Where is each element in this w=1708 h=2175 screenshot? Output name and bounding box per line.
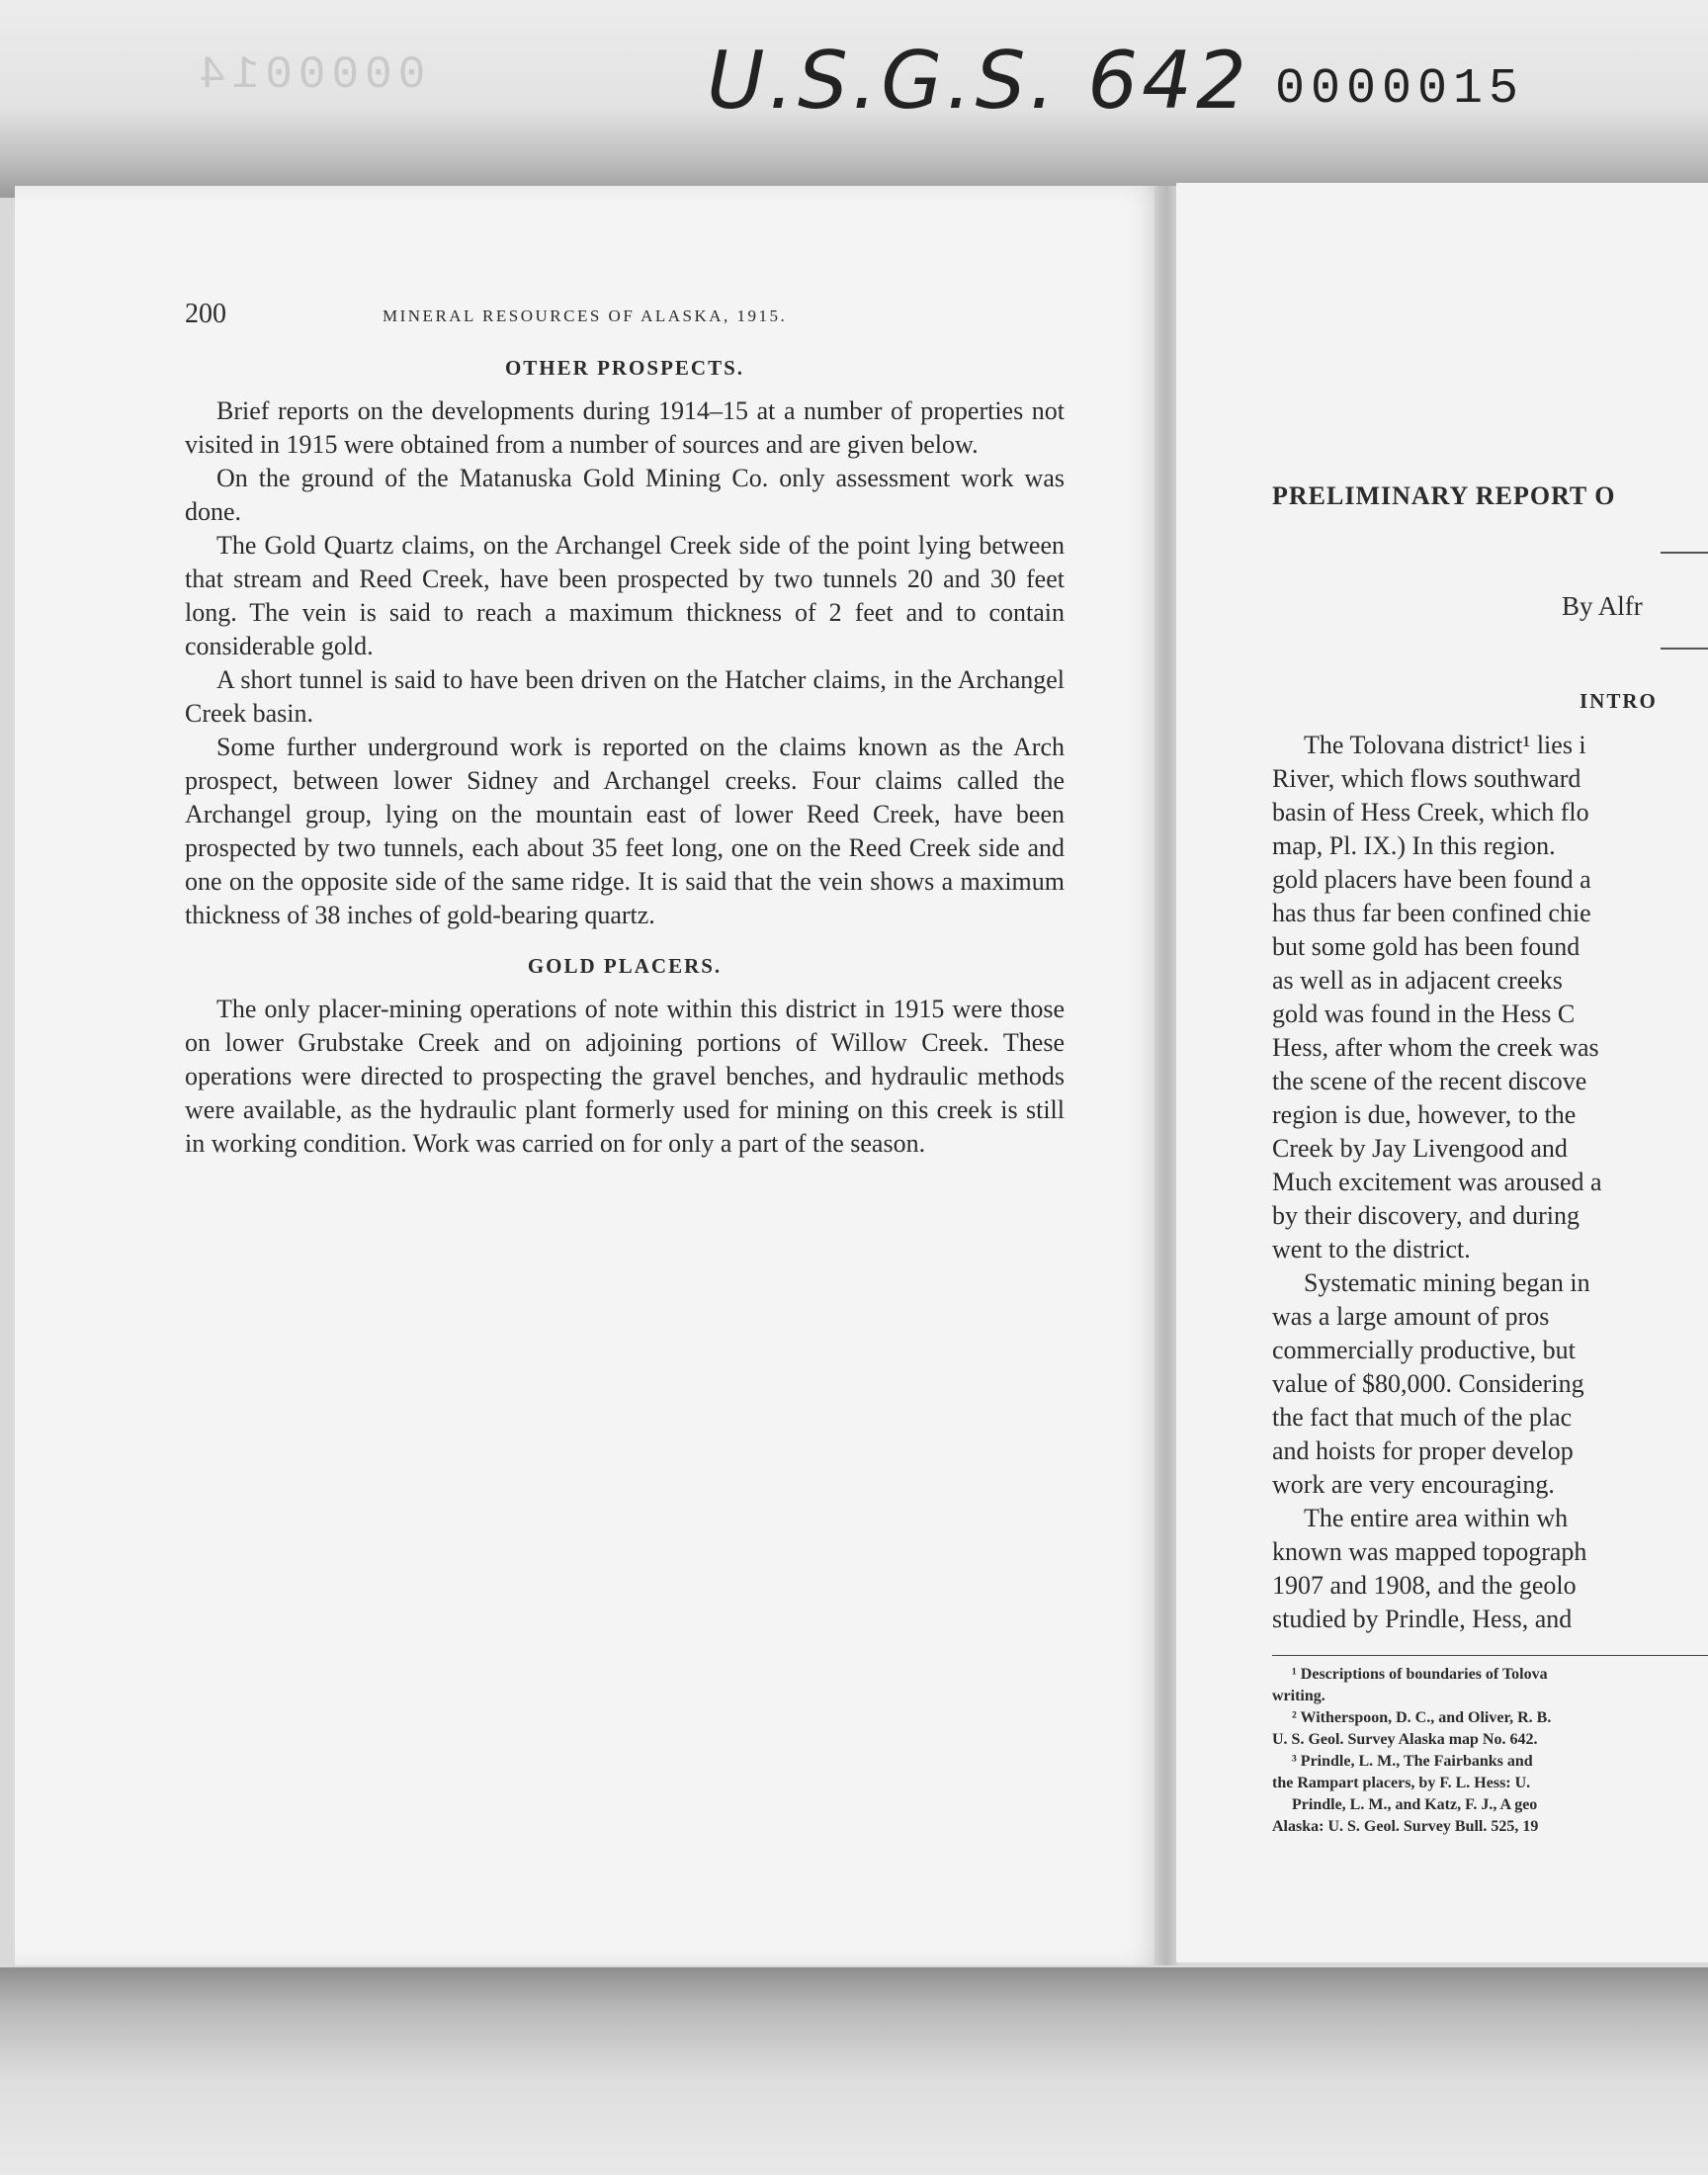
body-line: and hoists for proper develop — [1272, 1436, 1574, 1465]
handwritten-annotation: U.S.G.S. 642 — [707, 35, 1250, 127]
scan-bottom-border — [0, 1967, 1708, 2175]
body-line: Hess, after whom the creek was — [1272, 1033, 1599, 1062]
body-line: Systematic mining began in — [1304, 1268, 1590, 1297]
page-stamp-number: 0000015 — [1275, 61, 1525, 118]
body-line: but some gold has been found — [1272, 932, 1580, 961]
body-line: as well as in adjacent creeks — [1272, 966, 1563, 995]
paragraph: A short tunnel is said to have been driven on the Hatcher claims, in the Archangel Creek basin. — [185, 665, 1065, 728]
body-line: by their discovery, and during — [1272, 1201, 1580, 1230]
footnotes — [1272, 1655, 1708, 1838]
right-page-title: PRELIMINARY REPORT O — [1272, 481, 1616, 510]
paragraph: Brief reports on the developments during 1914–15 at a number of properties not visited in 1915 were obtained from a number of sources and are given below. — [185, 396, 1065, 459]
body-line: has thus far been confined chie — [1272, 899, 1591, 927]
body-line: 1907 and 1908, and the geolo — [1272, 1571, 1577, 1600]
body-line: gold placers have been found a — [1272, 865, 1591, 894]
section-heading-gold-placers: GOLD PLACERS. — [527, 954, 723, 978]
footnote-line: Alaska: U. S. Geol. Survey Bull. 525, 19 — [1272, 1818, 1539, 1835]
byline: By Alfr — [1562, 591, 1643, 621]
body-line: basin of Hess Creek, which flo — [1272, 798, 1589, 826]
footnote-line: ¹ Descriptions of boundaries of Tolova — [1292, 1666, 1548, 1683]
section-heading-other-prospects: OTHER PROSPECTS. — [504, 356, 745, 380]
body-line: gold was found in the Hess C — [1272, 1000, 1576, 1028]
left-text-column — [185, 356, 1065, 1161]
body-line: went to the district. — [1272, 1235, 1471, 1263]
footnote-line: the Rampart placers, by F. L. Hess: U. — [1272, 1775, 1531, 1791]
body-line: known was mapped topograph — [1272, 1537, 1587, 1566]
body-line: region is due, however, to the — [1272, 1100, 1577, 1129]
footnote-line: ² Witherspoon, D. C., and Oliver, R. B. — [1292, 1709, 1552, 1726]
body-line: commercially productive, but — [1272, 1336, 1576, 1364]
body-line: Creek by Jay Livengood and — [1272, 1134, 1568, 1163]
paragraph: The only placer-mining operations of note within this district in 1915 were those on lower Grubstake Creek and on adjoining portions of Willow Creek. These operations were directed to prospecting the gravel benches, and hydraulic methods were available, as the hydraulic plant formerly used for mining on this creek is still in working condition. Work was carried on for only a part of the season. — [185, 995, 1065, 1158]
footnote-line: Prindle, L. M., and Katz, F. J., A geo — [1292, 1796, 1538, 1813]
page-number: 200 — [185, 299, 226, 329]
body-line: work are very encouraging. — [1272, 1470, 1555, 1499]
body-line: map, Pl. IX.) In this region. — [1272, 831, 1556, 860]
title-rule — [1661, 552, 1708, 554]
body-line: the scene of the recent discove — [1272, 1067, 1587, 1095]
footnote-line: writing. — [1272, 1688, 1325, 1704]
paragraph: Some further underground work is reported on the claims known as the Arch prospect, between lower Sidney and Archangel creeks. Four claims called the Archangel group, lying on the mountain east of lower Reed Creek, have been prospected by two tunnels, each about 35 feet long, one on the Reed Creek side and one on the opposite side of the same ridge. It is said that the vein shows a maximum thickness of 38 inches of gold-bearing quartz. — [185, 733, 1065, 929]
body-line: River, which flows southward — [1272, 764, 1581, 793]
right-page — [1176, 183, 1708, 1962]
body-line: was a large amount of pros — [1272, 1302, 1550, 1331]
body-line: The Tolovana district¹ lies i — [1304, 731, 1586, 759]
body-line: studied by Prindle, Hess, and — [1272, 1605, 1573, 1633]
body-line: Much excitement was aroused a — [1272, 1168, 1602, 1196]
running-head-title: MINERAL RESOURCES OF ALASKA, 1915. — [383, 306, 788, 325]
book-gutter — [1154, 186, 1178, 1965]
paragraph: The Gold Quartz claims, on the Archangel Creek side of the point lying between that stream and Reed Creek, have been prospected by two tunnels 20 and 30 feet long. The vein is said to reach a maximum thickness of 2 feet and to contain considerable gold. — [185, 531, 1065, 660]
body-line: value of $80,000. Considering — [1272, 1369, 1584, 1398]
byline-rule — [1661, 648, 1708, 650]
body-line: the fact that much of the plac — [1272, 1403, 1573, 1432]
mirrored-page-number: 0000014 — [193, 49, 426, 101]
running-head — [185, 299, 1074, 338]
body-line: The entire area within wh — [1304, 1504, 1569, 1532]
right-text-column — [1272, 729, 1708, 1636]
paragraph: On the ground of the Matanuska Gold Mining Co. only assessment work was done. — [185, 464, 1065, 526]
introduction-heading: INTRO — [1580, 689, 1658, 713]
footnote-line: ³ Prindle, L. M., The Fairbanks and — [1292, 1753, 1533, 1770]
footnote-line: U. S. Geol. Survey Alaska map No. 642. — [1272, 1731, 1538, 1748]
